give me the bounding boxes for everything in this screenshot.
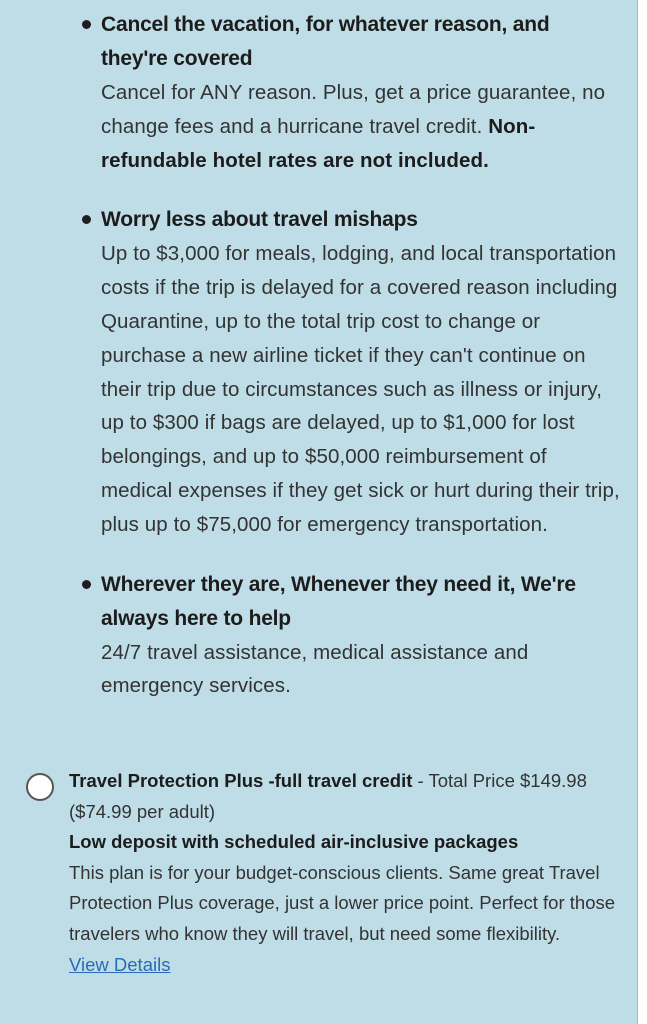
plan-option [0, 766, 638, 980]
benefits-list [0, 8, 638, 703]
bullet-dot [82, 215, 91, 224]
benefit-description: Up to $3,000 for meals, lodging, and local transportation costs if the trip is delayed for a covered reason including Quarantine, up to the total trip cost to change or purchase a new airline ticket if they can't continue on their trip due to circumstances such as illness or injury, up to $300 if bags are delayed, up to $1,000 for lost belongings, and up to $50,000 reimbursement of medical expenses if they get sick or hurt during their trip, plus up to $75,000 for emergency transportation. [101, 242, 620, 536]
bullet-dot [82, 20, 91, 29]
benefit-item-cancel [0, 8, 638, 177]
plan-price: - Total Price $149.98 ($74.99 per adult) [69, 770, 587, 822]
plan-description: This plan is for your budget-conscious clients. Same great Travel Protection Plus coverage, just a lower price point. Perfect for those travelers who know they will travel, but need some flexibility. [69, 861, 616, 944]
plan-title: Travel Protection Plus -full travel credit [69, 770, 413, 791]
benefit-item-mishaps [0, 203, 638, 541]
plan-option-body [69, 766, 618, 980]
benefit-title: Wherever they are, Whenever they need it, We're always here to help [101, 572, 576, 630]
benefit-title: Worry less about travel mishaps [101, 208, 418, 232]
plan-subtitle: Low deposit with scheduled air-inclusive packages [69, 831, 519, 853]
benefit-description [101, 76, 620, 177]
view-details-link[interactable]: View Details [69, 953, 171, 975]
benefit-title: Cancel the vacation, for whatever reason, and they're covered [101, 13, 550, 70]
plan-radio-button[interactable] [26, 773, 54, 801]
benefit-description: 24/7 travel assistance, medical assistance and emergency services. [101, 640, 529, 698]
benefit-description-text: Cancel for ANY reason. Plus, get a price guarantee, no change fees and a hurricane travel credit. [101, 81, 606, 138]
plan-heading [69, 766, 618, 827]
benefit-item-help [0, 568, 638, 704]
benefit-description-bold: Non-refundable hotel rates are not included. [101, 114, 536, 172]
bullet-dot [82, 580, 91, 589]
